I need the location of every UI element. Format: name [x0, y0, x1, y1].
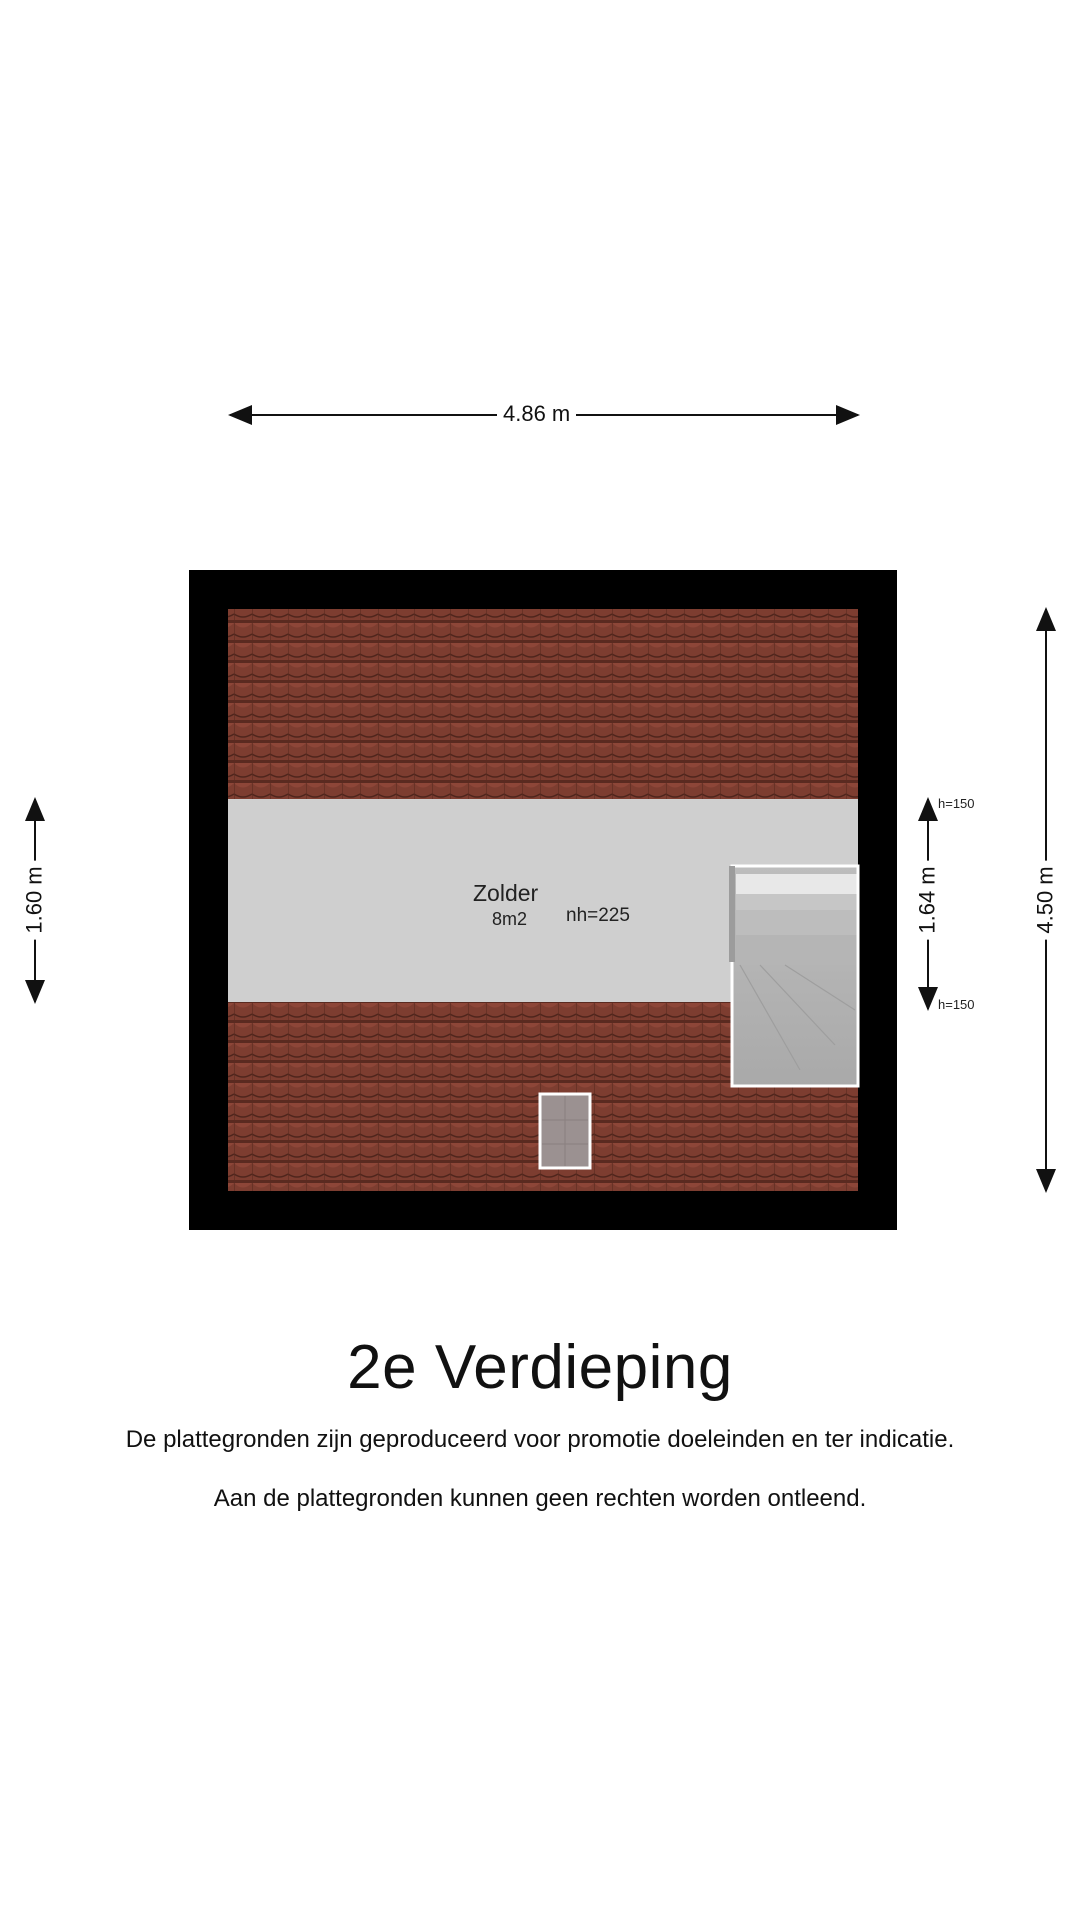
height-note-bottom: h=150 — [938, 997, 975, 1012]
roof-tiles-top — [228, 609, 858, 799]
dimension-right-inner-label: 1.64 m — [915, 860, 941, 939]
dimension-top-label: 4.86 m — [497, 401, 576, 427]
height-note-top: h=150 — [938, 796, 975, 811]
page-title: 2e Verdieping — [347, 1333, 733, 1402]
staircase — [729, 866, 858, 1086]
disclaimer-line-1: De plattegronden zijn geproduceerd voor promotie doeleinden en ter indicatie. — [125, 1426, 955, 1453]
room-area: 8m2 — [492, 909, 528, 929]
dimension-right-outer-label: 4.50 m — [1033, 860, 1059, 939]
skylight — [540, 1094, 590, 1168]
room-name: Zolder — [473, 880, 539, 906]
disclaimer-line-2: Aan de plattegronden kunnen geen rechten worden ontleend. — [213, 1485, 867, 1512]
dimension-left-label: 1.60 m — [22, 860, 48, 939]
room-height: nh=225 — [566, 905, 630, 926]
